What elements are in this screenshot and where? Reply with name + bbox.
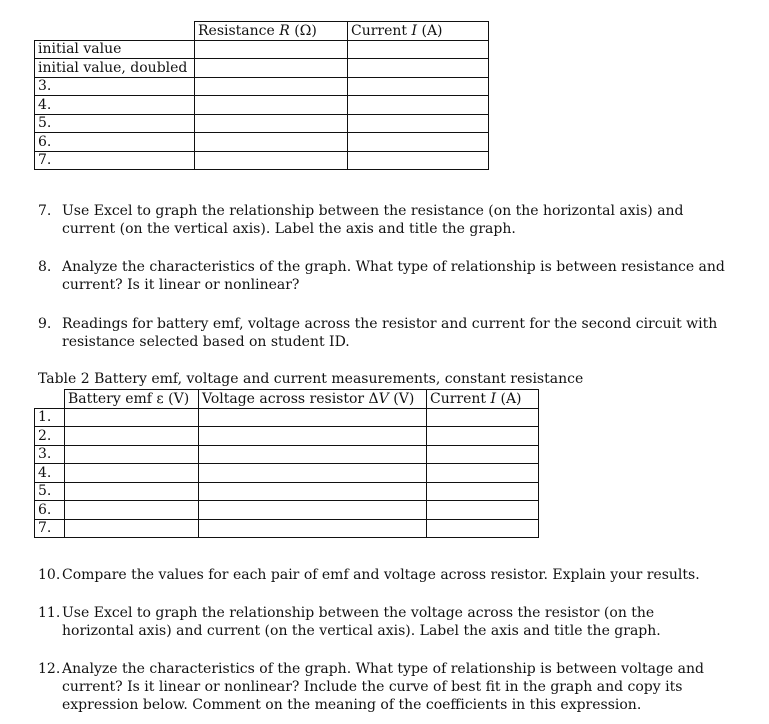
- row-label: 2.: [35, 427, 65, 446]
- question-number: 11.: [38, 605, 61, 621]
- voltage-cell[interactable]: [199, 445, 427, 464]
- current-cell[interactable]: [348, 96, 489, 115]
- emf-cell[interactable]: [65, 427, 199, 446]
- question-8: [38, 258, 728, 294]
- row-label: 7.: [35, 519, 65, 538]
- emf-voltage-current-table: [34, 389, 539, 538]
- current-cell[interactable]: [348, 151, 489, 170]
- header-current: Current I (A): [427, 390, 539, 409]
- table-row: [35, 96, 489, 115]
- table-row: [35, 501, 539, 520]
- header-current: Current I (A): [348, 22, 489, 41]
- resistance-cell[interactable]: [195, 114, 348, 133]
- emf-cell[interactable]: [65, 519, 199, 538]
- question-text: Analyze the characteristics of the graph. What type of relationship is between voltage and current? Is it linear or nonlinear? Include the curve of best fit in the graph and copy its expression below. Comment on the meaning of the coefficients in this expression.: [62, 661, 704, 713]
- table-row: [35, 133, 489, 152]
- table-row: [35, 151, 489, 170]
- table-row: [35, 77, 489, 96]
- current-cell[interactable]: [348, 114, 489, 133]
- row-label: initial value: [35, 40, 195, 59]
- current-cell[interactable]: [427, 482, 539, 501]
- voltage-cell[interactable]: [199, 501, 427, 520]
- voltage-cell[interactable]: [199, 427, 427, 446]
- current-cell[interactable]: [348, 133, 489, 152]
- resistance-cell[interactable]: [195, 40, 348, 59]
- table-header-row: [35, 22, 489, 41]
- resistance-current-table: [34, 21, 489, 170]
- question-text: Readings for battery emf, voltage across the resistor and current for the second circuit with resistance selected based on student ID.: [62, 316, 718, 350]
- table-header-row: [35, 390, 539, 409]
- row-label: 6.: [35, 133, 195, 152]
- emf-cell[interactable]: [65, 464, 199, 483]
- row-label: 4.: [35, 96, 195, 115]
- header-resistance: Resistance R (Ω): [195, 22, 348, 41]
- voltage-cell[interactable]: [199, 519, 427, 538]
- question-10: [38, 566, 728, 584]
- current-cell[interactable]: [348, 59, 489, 78]
- emf-cell[interactable]: [65, 501, 199, 520]
- resistance-cell[interactable]: [195, 133, 348, 152]
- resistance-cell[interactable]: [195, 96, 348, 115]
- header-emf: Battery emf ε (V): [65, 390, 199, 409]
- table-row: [35, 445, 539, 464]
- voltage-cell[interactable]: [199, 464, 427, 483]
- current-cell[interactable]: [427, 519, 539, 538]
- table-row: [35, 482, 539, 501]
- question-number: 9.: [38, 316, 52, 332]
- current-cell[interactable]: [348, 77, 489, 96]
- emf-cell[interactable]: [65, 408, 199, 427]
- current-cell[interactable]: [427, 408, 539, 427]
- row-label: 4.: [35, 464, 65, 483]
- table-row: [35, 408, 539, 427]
- resistance-cell[interactable]: [195, 151, 348, 170]
- row-label: 5.: [35, 482, 65, 501]
- voltage-cell[interactable]: [199, 408, 427, 427]
- question-number: 7.: [38, 203, 52, 219]
- question-text: Analyze the characteristics of the graph. What type of relationship is between resistance and current? Is it linear or nonlinear?: [62, 259, 725, 293]
- emf-cell[interactable]: [65, 482, 199, 501]
- question-text: Use Excel to graph the relationship between the voltage across the resistor (on the horizontal axis) and current (on the vertical axis). Label the axis and title the graph.: [62, 605, 661, 639]
- current-cell[interactable]: [427, 445, 539, 464]
- question-11: [38, 604, 728, 640]
- question-12: [38, 660, 728, 714]
- header-voltage: Voltage across resistor ΔV (V): [199, 390, 427, 409]
- current-cell[interactable]: [427, 464, 539, 483]
- table-row: [35, 427, 539, 446]
- voltage-cell[interactable]: [199, 482, 427, 501]
- current-cell[interactable]: [427, 501, 539, 520]
- row-label: 7.: [35, 151, 195, 170]
- question-number: 8.: [38, 259, 52, 275]
- table-row: [35, 464, 539, 483]
- table-corner-cell: [35, 22, 195, 41]
- row-label: 6.: [35, 501, 65, 520]
- question-number: 10.: [38, 567, 61, 583]
- table2-caption: Table 2 Battery emf, voltage and current measurements, constant resistance: [38, 371, 584, 387]
- row-label: 3.: [35, 445, 65, 464]
- question-text: Compare the values for each pair of emf and voltage across resistor. Explain your results.: [62, 567, 700, 583]
- resistance-cell[interactable]: [195, 59, 348, 78]
- current-cell[interactable]: [427, 427, 539, 446]
- emf-cell[interactable]: [65, 445, 199, 464]
- row-label: initial value, doubled: [35, 59, 195, 78]
- current-cell[interactable]: [348, 40, 489, 59]
- question-number: 12.: [38, 661, 61, 677]
- table-row: [35, 114, 489, 133]
- question-7: [38, 202, 728, 238]
- question-9: [38, 315, 728, 351]
- row-label: 5.: [35, 114, 195, 133]
- table-corner-cell: [35, 390, 65, 409]
- row-label: 3.: [35, 77, 195, 96]
- table-row: [35, 519, 539, 538]
- table-row: [35, 59, 489, 78]
- row-label: 1.: [35, 408, 65, 427]
- table-row: [35, 40, 489, 59]
- question-text: Use Excel to graph the relationship between the resistance (on the horizontal axis) and current (on the vertical axis). Label the axis and title the graph.: [62, 203, 684, 237]
- resistance-cell[interactable]: [195, 77, 348, 96]
